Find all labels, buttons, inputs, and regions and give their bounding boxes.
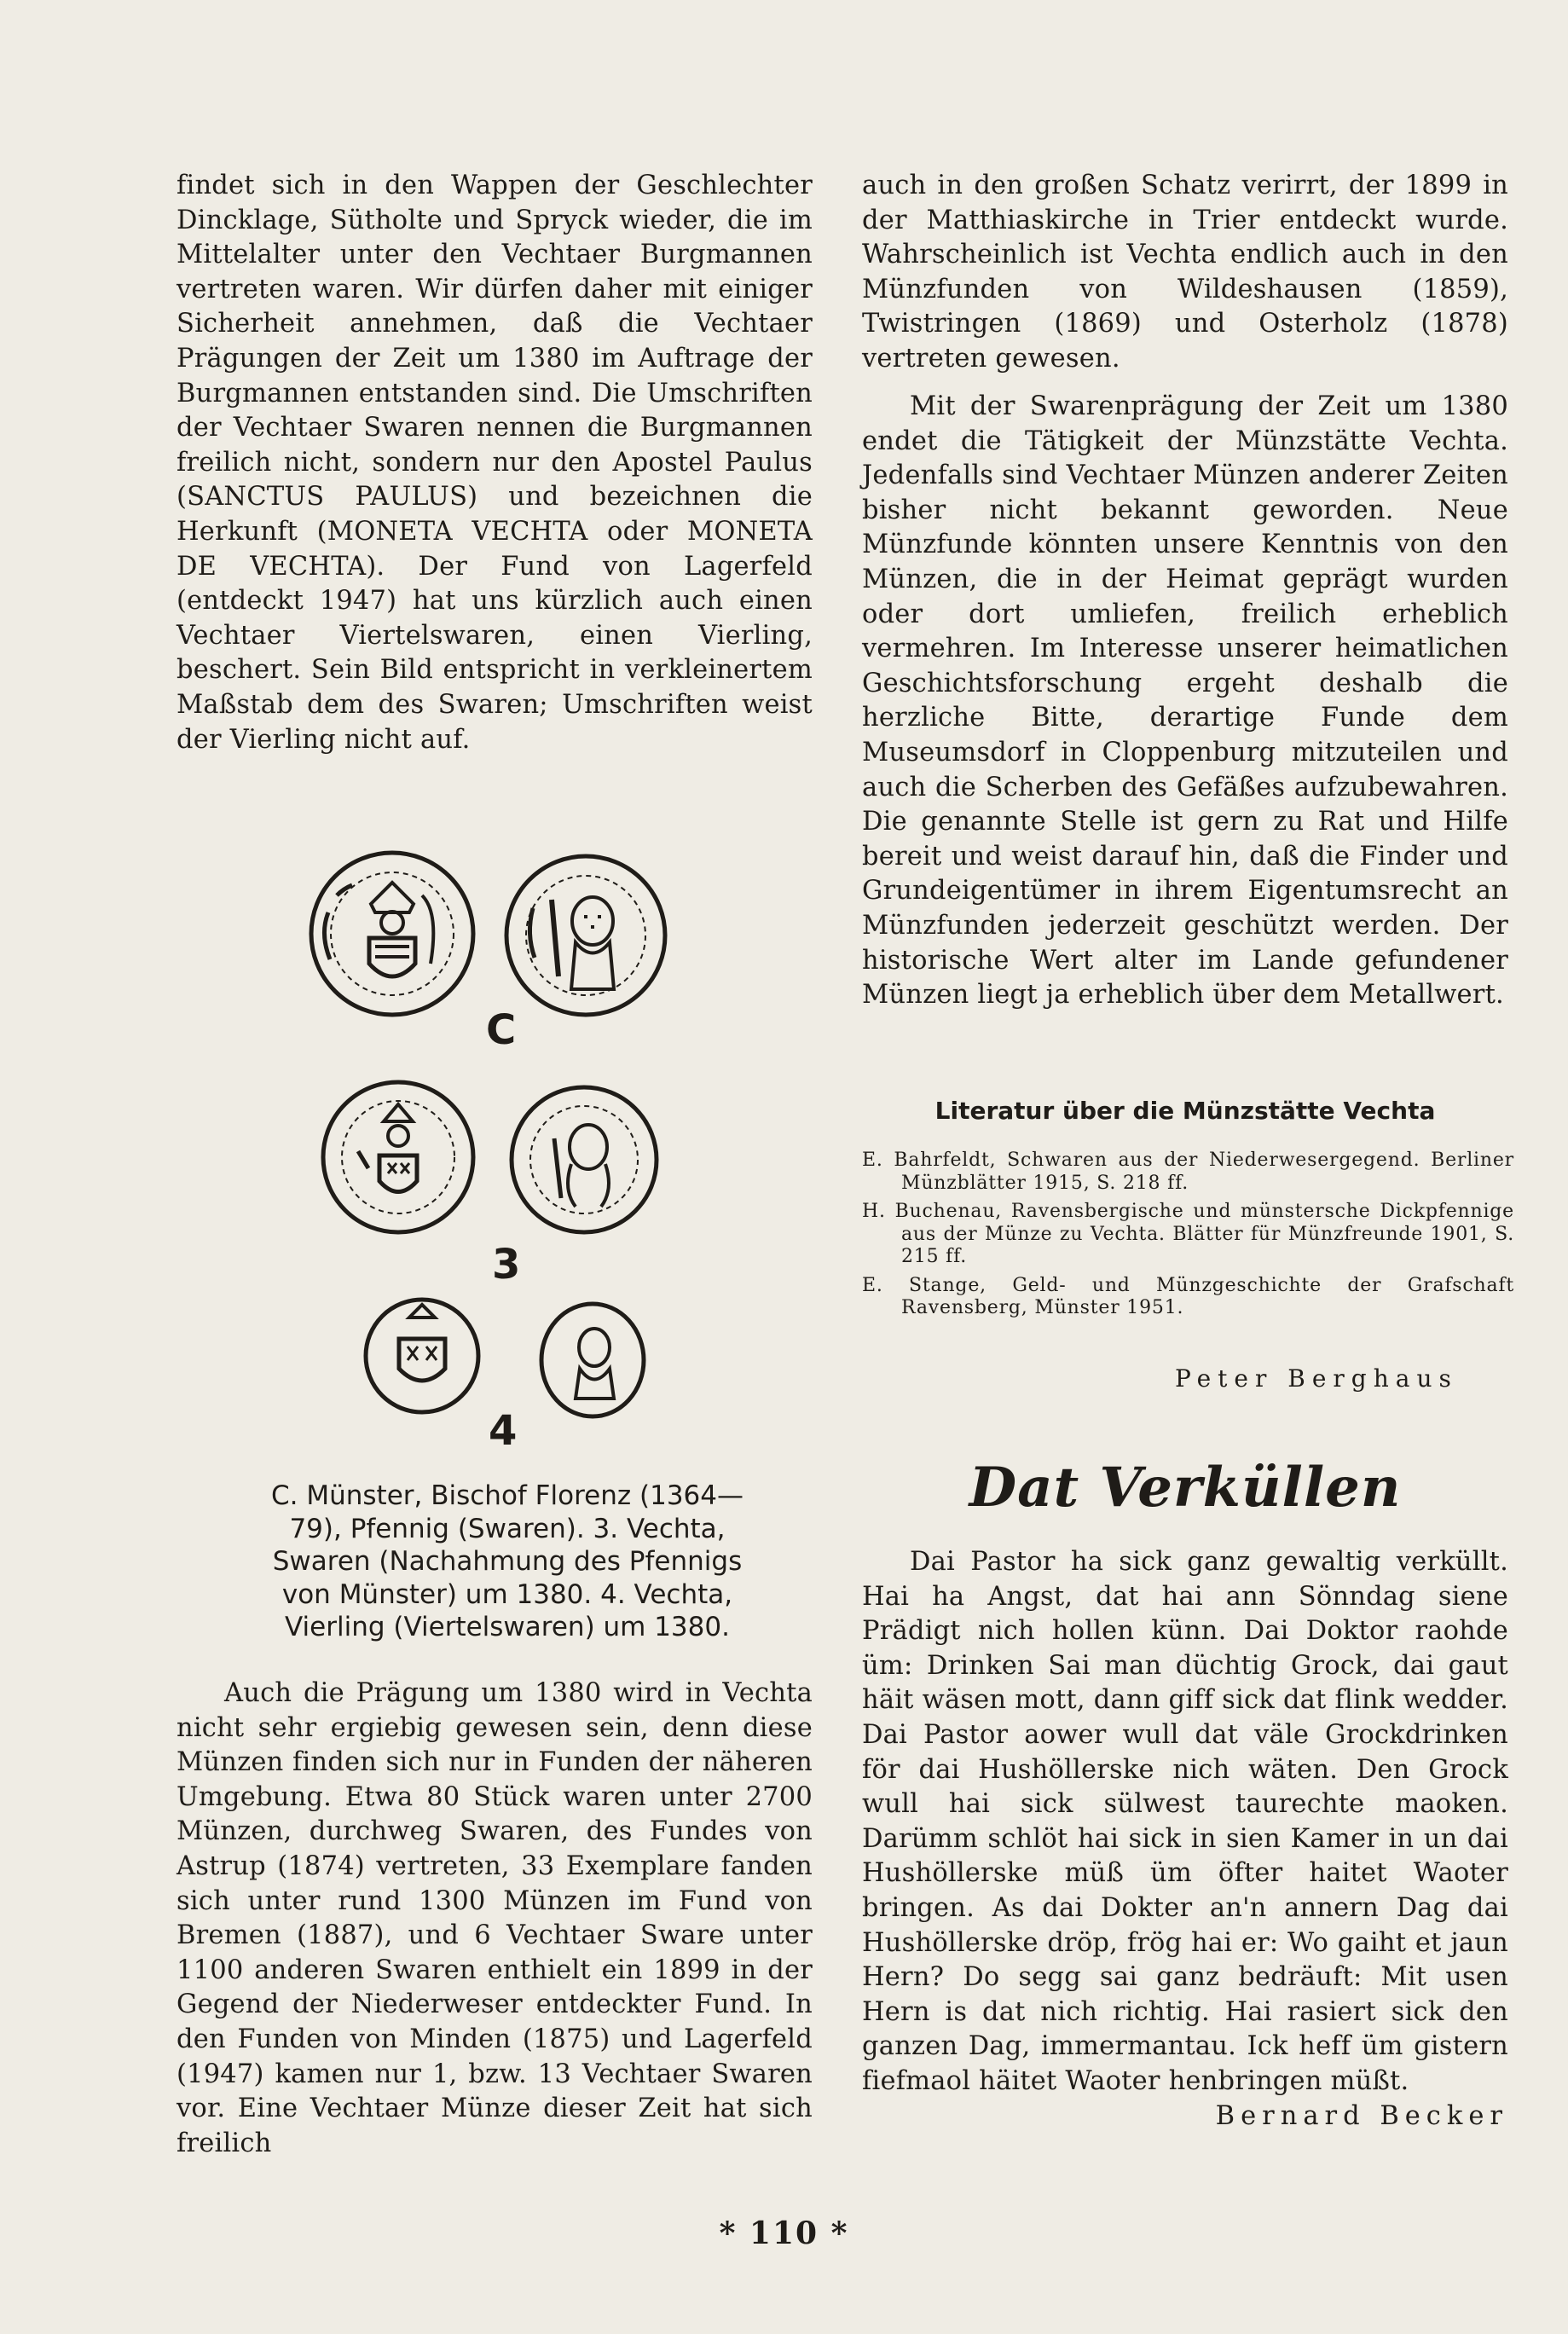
left-paragraph-2: Auch die Prägung um 1380 wird in Vechta nicht sehr ergiebig gewesen sein, denn diese Münzen finden sich nur in Funden der näheren Umgebung. Etwa 80 Stück waren unter 2700 Münzen, durchweg Swaren, des Fundes von Astrup (1874) vertreten, 33 Exemplare fanden sich unter rund 1300 Münzen im Fund von Bremen (1887), und 6 Vechtaer Sware unter 1100 anderen Swaren enthielt ein 1899 in der Gegend der Niederweser entdeckter Fund. In den Funden von Minden (1875) und Lagerfeld (1947) kamen nur 1, bzw. 13 Vechtaer Swaren vor. Eine Vechtaer Münze dieser Zeit hat sich freilich [176,1678,813,2158]
coin-4-reverse-image [533,1296,652,1424]
article-author: Peter Berghaus [1175,1364,1458,1393]
coin-c-reverse-image [499,848,674,1023]
literature-item: E. Stange, Geld- und Münzgeschichte der Grafschaft Ravensberg, Münster 1951. [862,1274,1514,1318]
figure-caption: C. Münster, Bischof Florenz (1364—79), Pfennig (Swaren). 3. Vechta, Swaren (Nachahmung des Pfennigs von Münster) um 1380. 4. Vechta, Vierling (Viertelswaren) um 1380. [271,1480,743,1642]
literature-list [862,1150,1514,1326]
right-paragraph-2: Mit der Swarenprägung der Zeit um 1380 endet die Tätigkeit der Münzstätte Vechta. Jedenfalls sind Vechtaer Münzen anderer Zeiten bisher nicht bekannt geworden. Neue Münzfunde könnten unsere Kenntnis von den Münzen, die in der Heimat geprägt wurden oder dort umliefen, freilich erheblich vermehren. Im Interesse unserer heimatlichen Geschichtsforschung ergeht deshalb die herzliche Bitte, derartige Funde dem Museumsdorf in Cloppenburg mitzuteilen und auch die Scherben des Gefäßes aufzubewahren. Die genannte Stelle ist gern zu Rat und Hilfe bereit und weist darauf hin, daß die Finder und Grundeigentümer in ihrem Eigentumsrecht an Münzfunden jederzeit geschützt werden. Der historische Wert alter im Lande gefundener Münzen liegt ja erheblich über dem Metallwert. [862,391,1508,1011]
coin-3-obverse-image [315,1074,482,1241]
literature-item: H. Buchenau, Ravensbergische und münstersche Dickpfennige aus der Münze zu Vechta. Blätter für Münzfreunde 1901, S. 215 ff. [862,1201,1514,1267]
coin-3-reverse-image [503,1079,665,1241]
coin-figure [303,844,678,1467]
coin-c-obverse-image [303,844,482,1023]
page-number: * 110 * [719,2215,849,2251]
coin-4-obverse-image [358,1292,486,1420]
figure-label-3: 3 [492,1241,521,1289]
poem-body: Dai Pastor ha sick ganz gewaltig verküllt. Hai ha Angst, dat hai ann Sönndag siene Prädigt nich hollen künn. Dai Doktor raohde üm: Drinken Sai man düchtig Grock, dai gaut häit wäsen mott, dann giff sick dat flink wedder. Dai Pastor aower wull dat väle Grockdrinken för dai Hushöllerske nich wäten. Den Grock wull hai sick sülwest taurechte maoken. Darümm schlöt hai sick in sien Kamer in un dai Hushöllerske müß üm öfter haitet Waoter bringen. As dai Dokter an'n annern Dag dai Hushöllerske dröp, frög hai er: Wo gaiht et jaun Hern? Do segg sai ganz bedräuft: Mit usen Hern is dat nich richtig. Hai rasiert sick den ganzen Dag, immermantau. Ick heff üm gistern fiefmaol häitet Waoter henbringen müßt. [862,1547,1508,2096]
poem-author: Bernard Becker [1215,2100,1508,2131]
figure-label-4: 4 [489,1407,518,1455]
left-paragraph-1: findet sich in den Wappen der Geschlechter Dincklage, Sütholte und Spryck wieder, die im Mittelalter unter den Vechtaer Burgmannen vertreten waren. Wir dürfen daher mit einiger Sicherheit annehmen, daß die Vechtaer Prägungen der Zeit um 1380 im Auftrage der Burgmannen entstanden sind. Die Umschriften der Vechtaer Swaren nennen die Burgmannen freilich nicht, sondern nur den Apostel Paulus (SANCTUS PAULUS) und bezeichnen die Herkunft (MONETA VECHTA oder MONETA DE VECHTA). Der Fund von Lagerfeld (entdeckt 1947) hat uns kürzlich auch einen Vechtaer Viertelswaren, einen Vierling, beschert. Sein Bild entspricht in verkleinertem Maßstab dem des Swaren; Umschriften weist der Vierling nicht auf. [176,171,813,755]
right-paragraph-1: auch in den großen Schatz verirrt, der 1899 in der Matthiaskirche in Trier entdeckt wurde. Wahrscheinlich ist Vechta endlich auch in den Münzfunden von Wildeshausen (1859), Twistringen (1869) und Osterholz (1878) vertreten gewesen. [862,171,1508,374]
poem-text [862,1545,1508,2134]
figure-label-c: C [486,1006,517,1054]
literature-heading: Literatur über die Münzstätte Vechta [934,1097,1436,1125]
poem-title: Dat Verküllen [969,1456,1402,1520]
literature-item: E. Bahrfeldt, Schwaren aus der Niederwesergegend. Berliner Münzblätter 1915, S. 218 ff. [862,1150,1514,1194]
